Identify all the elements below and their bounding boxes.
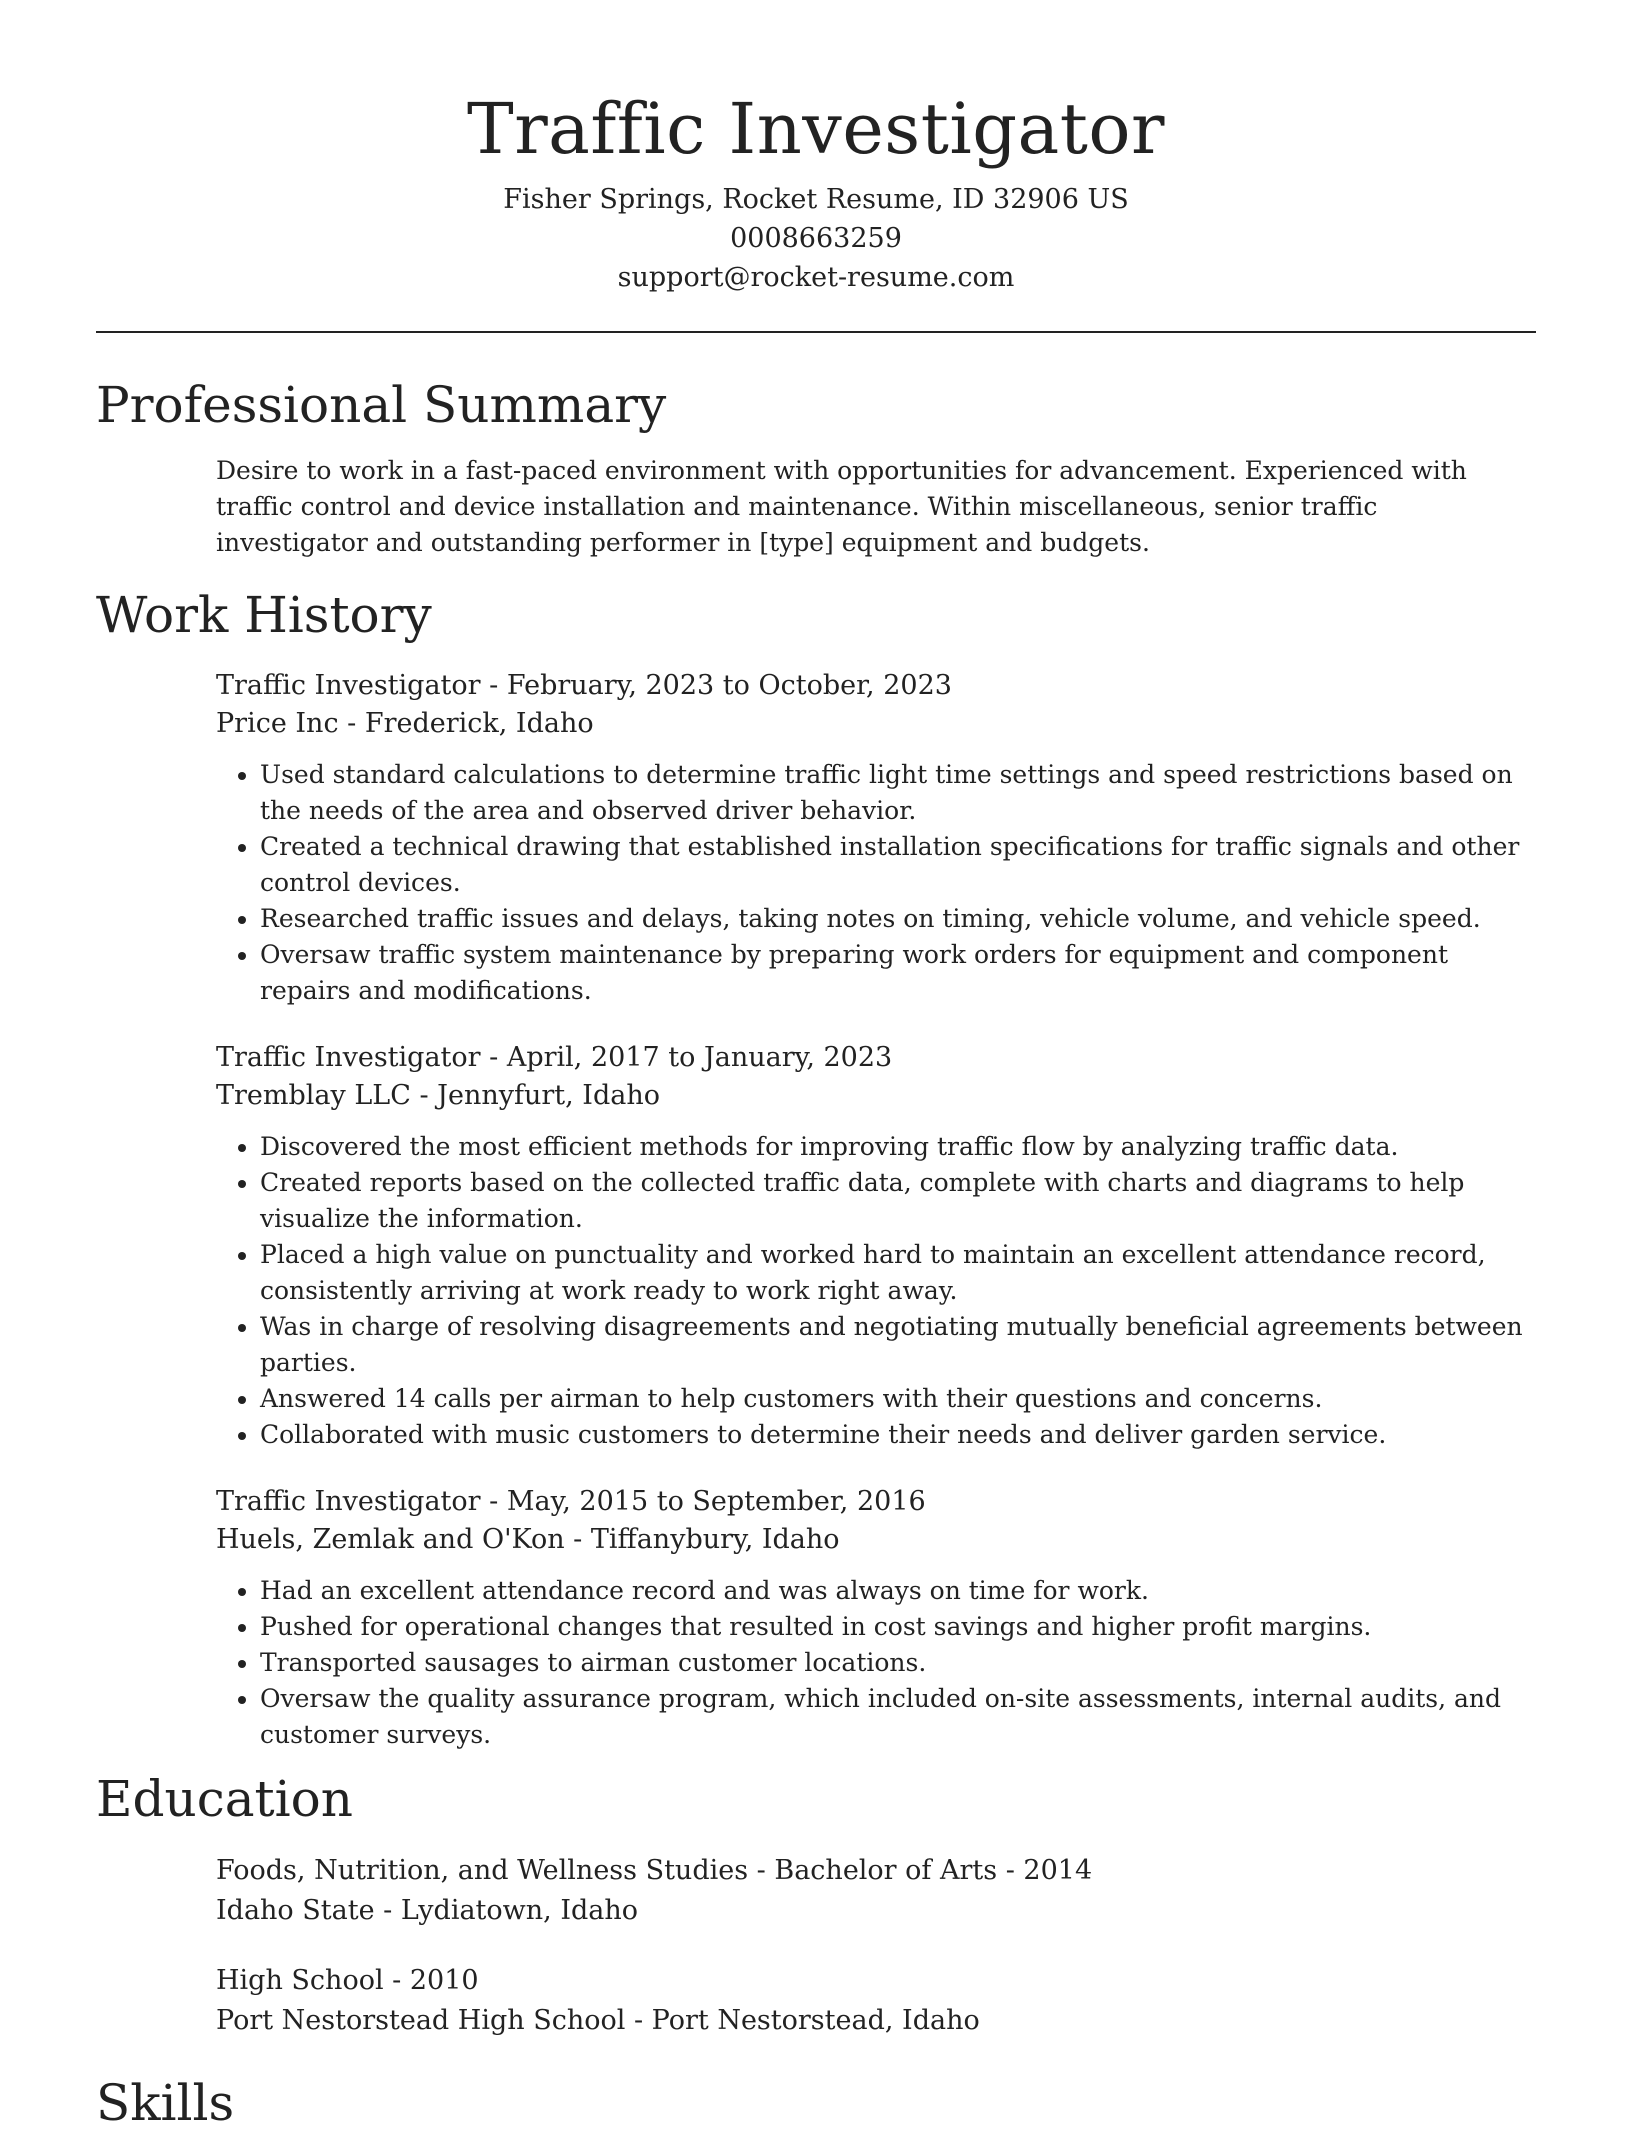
job-bullet: • Transported sausages to airman customer locations. <box>260 1645 1536 1681</box>
job-bullet: • Collaborated with music customers to determine their needs and deliver garden service. <box>260 1417 1536 1453</box>
contact-phone: 0008663259 <box>730 223 902 254</box>
education-degree-line: High School - 2010 <box>216 1965 479 1996</box>
job-bullet: • Discovered the most efficient methods for improving traffic flow by analyzing traffic data. <box>260 1129 1536 1165</box>
education-entry <box>216 1851 1536 1931</box>
education-entry <box>216 1961 1536 2041</box>
work-history-heading: Work History <box>96 586 432 644</box>
job-bullet: • Answered 14 calls per airman to help customers with their questions and concerns. <box>260 1381 1536 1417</box>
job-bullet: • Used standard calculations to determine traffic light time settings and speed restrictions based on the needs of the area and observed driver behavior. <box>260 757 1536 829</box>
job-bullet: • Was in charge of resolving disagreements and negotiating mutually beneficial agreements between parties. <box>260 1309 1536 1381</box>
job-bullet: • Oversaw traffic system maintenance by preparing work orders for equipment and component repairs and modifications. <box>260 937 1536 1009</box>
job-bullet: • Had an excellent attendance record and was always on time for work. <box>260 1573 1536 1609</box>
education-section <box>96 1767 1536 2041</box>
job-bullet-list <box>216 1129 1536 1453</box>
contact-info <box>96 180 1536 297</box>
job-title-line: Traffic Investigator - February, 2023 to October, 2023 <box>216 670 952 701</box>
resume-name: Traffic Investigator <box>467 88 1165 170</box>
job-bullet-list <box>216 1573 1536 1753</box>
job-bullet: • Researched traffic issues and delays, taking notes on timing, vehicle volume, and vehicle speed. <box>260 901 1536 937</box>
job-entry <box>216 667 1536 1009</box>
job-company-line: Price Inc - Frederick, Idaho <box>216 708 594 739</box>
summary-text: Desire to work in a fast-paced environment with opportunities for advancement. Experienced with traffic control and device installation and maintenance. Within miscellaneous, senior traffic investigator and outstanding performer in [type] equipment and budgets. <box>216 456 1467 557</box>
job-bullet: • Oversaw the quality assurance program, which included on-site assessments, internal audits, and customer surveys. <box>260 1681 1536 1753</box>
education-degree-line: Foods, Nutrition, and Wellness Studies - Bachelor of Arts - 2014 <box>216 1855 1093 1886</box>
job-company-line: Huels, Zemlak and O'Kon - Tiffanybury, Idaho <box>216 1524 840 1555</box>
job-entry <box>216 1483 1536 1753</box>
job-company-line: Tremblay LLC - Jennyfurt, Idaho <box>216 1080 660 1111</box>
summary-section <box>96 373 1536 561</box>
job-bullet-list <box>216 757 1536 1009</box>
job-bullet: • Created a technical drawing that established installation specifications for traffic signals and other control devices. <box>260 829 1536 901</box>
job-title-line: Traffic Investigator - May, 2015 to September, 2016 <box>216 1486 926 1517</box>
education-heading: Education <box>96 1770 353 1828</box>
job-bullet: • Created reports based on the collected traffic data, complete with charts and diagrams to help visualize the information. <box>260 1165 1536 1237</box>
contact-address: Fisher Springs, Rocket Resume, ID 32906 US <box>503 184 1129 215</box>
contact-email: support@rocket-resume.com <box>617 262 1015 293</box>
resume-page <box>96 0 1536 2135</box>
job-title-line: Traffic Investigator - April, 2017 to January, 2023 <box>216 1042 893 1073</box>
education-school-line: Idaho State - Lydiatown, Idaho <box>216 1895 639 1926</box>
job-bullet: • Pushed for operational changes that resulted in cost savings and higher profit margins. <box>260 1609 1536 1645</box>
work-history-section <box>96 583 1536 1753</box>
header-divider <box>96 331 1536 333</box>
summary-heading: Professional Summary <box>96 376 667 434</box>
resume-header <box>96 0 1536 297</box>
skills-heading: Skills <box>96 2074 235 2132</box>
education-school-line: Port Nestorstead High School - Port Nestorstead, Idaho <box>216 2005 980 2036</box>
job-entry <box>216 1039 1536 1453</box>
skills-section <box>96 2071 1536 2135</box>
job-bullet: • Placed a high value on punctuality and worked hard to maintain an excellent attendance record, consistently arriving at work ready to work right away. <box>260 1237 1536 1309</box>
